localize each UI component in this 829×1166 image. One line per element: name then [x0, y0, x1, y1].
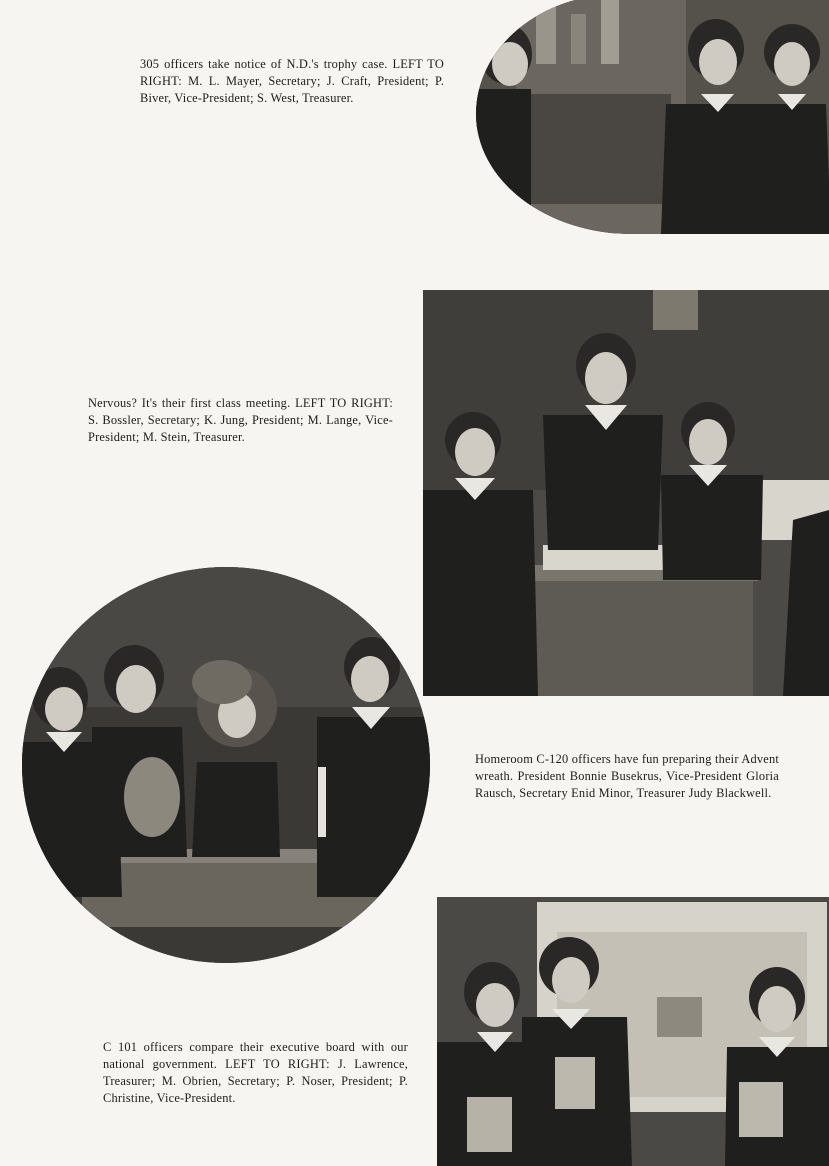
caption-homeroom-c120: Homeroom C-120 officers have fun preparing their Advent wreath. President Bonnie Busekrus, Vice-President Gloria Rausch, Secretary Enid Minor, Treasurer Judy Blackwell.: [475, 752, 779, 800]
photo-first-class-meeting: [423, 290, 829, 696]
caption-c101-officers: C 101 officers compare their executive board with our national government. LEFT TO RIGHT: J. Lawrence, Treasurer; M. Obrien, Secretary; P. Noser, President; P. Christine, Vice-President.: [103, 1040, 408, 1105]
caption-first-class-meeting: Nervous? It's their first class meeting. LEFT TO RIGHT: S. Bossler, Secretary; K. Jung, President; M. Lange, Vice-President; M. Stein, Treasurer.: [88, 396, 393, 444]
photo-advent-wreath: [22, 567, 430, 963]
photo-c101-officers: [437, 897, 829, 1166]
caption-305-officers: 305 officers take notice of N.D.'s trophy case. LEFT TO RIGHT: M. L. Mayer, Secretary; J. Craft, President; P. Biver, Vice-President; S. West, Treasurer.: [140, 57, 444, 105]
photo-trophy-case: [476, 0, 829, 234]
